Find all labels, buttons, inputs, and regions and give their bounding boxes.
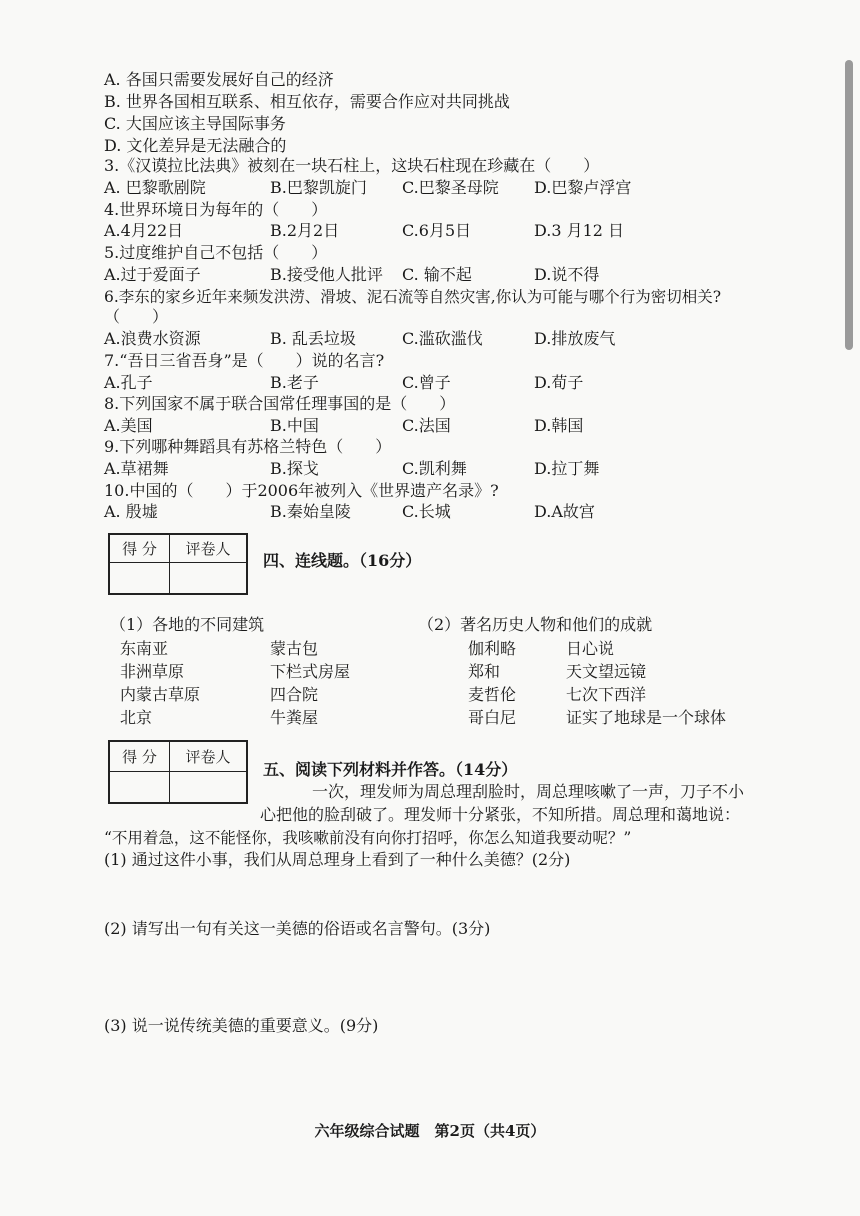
question-10-stem: 10.中国的（ ）于2006年被列入《世界遗产名录》? [104,481,499,500]
question-4-option-d: D.3 月12 日 [534,221,625,240]
question-10-option-c: C.长城 [402,502,451,521]
question-7-option-a: A.孔子 [104,373,153,392]
place-item[interactable]: 北京 [120,708,153,727]
question-8-option-d: D.韩国 [534,416,584,435]
question-4-option-b: B.2月2日 [270,221,340,240]
question-9-stem: 9.下列哪种舞蹈具有苏格兰特色（ ） [104,437,392,456]
question-9-option-a: A.草裙舞 [104,459,169,478]
question-8-option-b: B.中国 [270,416,319,435]
person-item[interactable]: 郑和 [468,662,501,681]
building-item[interactable]: 蒙古包 [270,639,319,658]
question-3-stem: 3.《汉谟拉比法典》被刻在一块石柱上，这块石柱现在珍藏在（ ） [104,156,600,175]
question-3-option-d: D.巴黎卢浮宫 [534,178,632,197]
question-3-option-a: A. 巴黎歌剧院 [104,178,206,197]
q2-option-c: C. 大国应该主导国际事务 [104,114,286,133]
q2-option-d: D. 文化差异是无法融合的 [104,136,287,155]
q2-option-b: B. 世界各国相互联系、相互依存，需要合作应对共同挑战 [104,92,510,111]
question-6-option-b: B. 乱丢垃圾 [270,329,356,348]
q2-option-a: A. 各国只需要发展好自己的经济 [104,70,334,89]
question-5-option-b: B.接受他人批评 [270,265,383,284]
question-7-option-d: D.荀子 [534,373,584,392]
question-7-stem: 7.“吾日三省吾身”是（ ）说的名言? [104,351,385,370]
question-4-stem: 4.世界环境日为每年的（ ） [104,200,328,219]
grader-cell[interactable] [169,771,247,803]
question-6-option-d: D.排放废气 [534,329,616,348]
question-5-option-c: C. 输不起 [402,265,472,284]
passage-line: 心把他的脸刮破了。理发师十分紧张，不知所措。周总理和蔼地说： [260,805,741,824]
question-4-option-c: C.6月5日 [402,221,472,240]
score-cell[interactable] [109,771,169,803]
score-box-section-5 [108,740,248,804]
question-3-option-c: C.巴黎圣母院 [402,178,499,197]
question-9-option-b: B.探戈 [270,459,319,478]
grader-label: 评卷人 [169,534,247,562]
score-box-section-4 [108,533,248,595]
question-5-option-d: D.说不得 [534,265,600,284]
page-footer: 六年级综合试题 第2页（共4页） [314,1122,546,1140]
section-5-question-3: (3) 说一说传统美德的重要意义。(9分) [104,1016,379,1035]
section-5-question-2: (2) 请写出一句有关这一美德的俗语或名言警句。(3分) [104,919,491,938]
achievement-item[interactable]: 日心说 [566,639,615,658]
question-5-option-a: A.过于爱面子 [104,265,201,284]
passage-line: 一次，理发师为周总理刮脸时，周总理咳嗽了一声，刀子不小 [312,782,745,801]
person-item[interactable]: 伽利略 [468,639,517,658]
score-label: 得 分 [109,741,169,771]
building-item[interactable]: 牛粪屋 [270,708,319,727]
achievement-item[interactable]: 七次下西洋 [566,685,647,704]
matching-part-1-title: （1）各地的不同建筑 [110,615,265,634]
question-6-option-a: A.浪费水资源 [104,329,201,348]
question-7-option-b: B.老子 [270,373,319,392]
achievement-item[interactable]: 天文望远镜 [566,662,647,681]
place-item[interactable]: 内蒙古草原 [120,685,201,704]
question-6-blank: （ ） [104,307,169,326]
question-8-option-a: A.美国 [104,416,153,435]
question-9-option-d: D.拉丁舞 [534,459,600,478]
score-label: 得 分 [109,534,169,562]
building-item[interactable]: 四合院 [270,685,319,704]
question-10-option-b: B.秦始皇陵 [270,502,351,521]
section-5-title: 五、阅读下列材料并作答。（14分） [263,760,518,779]
achievement-item[interactable]: 证实了地球是一个球体 [566,708,727,727]
passage-line: “不用着急，这不能怪你，我咳嗽前没有向你打招呼，你怎么知道我要动呢？” [104,829,632,847]
scrollbar-thumb[interactable] [845,60,853,350]
score-cell[interactable] [109,562,169,594]
question-9-option-c: C.凯利舞 [402,459,467,478]
matching-part-2-title: （2）著名历史人物和他们的成就 [418,615,653,634]
question-8-option-c: C.法国 [402,416,451,435]
question-3-option-b: B.巴黎凯旋门 [270,178,367,197]
person-item[interactable]: 麦哲伦 [468,685,517,704]
question-7-option-c: C.曾子 [402,373,451,392]
question-10-option-a: A. 殷墟 [104,502,158,521]
grader-label: 评卷人 [169,741,247,771]
question-6-option-c: C.滥砍滥伐 [402,329,483,348]
place-item[interactable]: 非洲草原 [120,662,185,681]
section-5-question-1: (1) 通过这件小事，我们从周总理身上看到了一种什么美德？(2分) [104,850,571,869]
grader-cell[interactable] [169,562,247,594]
question-10-option-d: D.A故宫 [534,502,595,521]
section-4-title: 四、连线题。（16分） [263,551,422,570]
building-item[interactable]: 下栏式房屋 [270,662,351,681]
place-item[interactable]: 东南亚 [120,639,169,658]
person-item[interactable]: 哥白尼 [468,708,517,727]
question-8-stem: 8.下列国家不属于联合国常任理事国的是（ ） [104,394,456,413]
question-6-stem: 6.李东的家乡近年来频发洪涝、滑坡、泥石流等自然灾害,你认为可能与哪个行为密切相关? [104,288,722,306]
question-4-option-a: A.4月22日 [104,221,184,240]
question-5-stem: 5.过度维护自己不包括（ ） [104,243,328,262]
